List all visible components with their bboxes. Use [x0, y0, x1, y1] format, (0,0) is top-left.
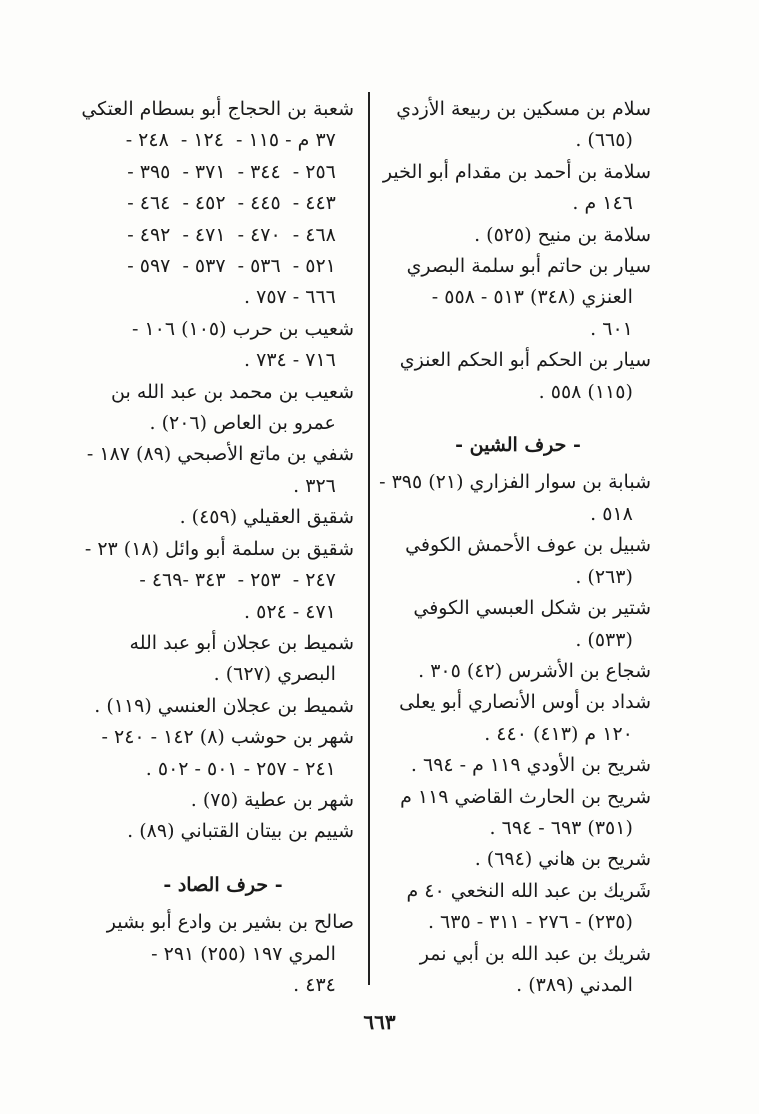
index-line: عمرو بن العاص (٢٠٦) . [149, 412, 354, 435]
index-line: العنزي (٣٤٨) ٥١٣ - ٥٥٨ - [431, 286, 651, 309]
index-line: ٢٤١ - ٢٥٧ - ٥٠١ - ٥٠٢ . [145, 757, 354, 780]
index-line: ٦٦٦ - ٧٥٧ . [244, 286, 354, 309]
column-divider [368, 92, 370, 985]
index-line: شييم بن بيتان القتباني (٨٩) . [127, 820, 354, 843]
index-line: شبيل بن عوف الأحمش الكوفي [405, 534, 651, 557]
index-line: (٥٣٣) . [575, 628, 651, 651]
index-line: ٤٧١ - ٥٢٤ . [244, 600, 354, 623]
index-line: ٤٦٨ - ٤٧٠ - ٤٧١ - ٤٩٢ - [127, 223, 354, 246]
index-line: شقيق بن سلمة أبو وائل (١٨) ٢٣ - [84, 537, 354, 560]
index-line: البصري (٦٢٧) . [213, 663, 354, 686]
section-heading-sheen: - حرف الشين - [455, 434, 581, 457]
index-line: شريح بن الحارث القاضي ١١٩ م [400, 785, 651, 808]
index-line: شريح بن هاني (٦٩٤) . [474, 848, 651, 871]
entry-group-saad [92, 907, 354, 1001]
index-line: المري ١٩٧ (٢٥٥) ٢٩١ - [151, 942, 354, 965]
index-line: سلامة بن أحمد بن مقدام أبو الخير [382, 160, 651, 183]
index-line: شميط بن عجلان أبو عبد الله [129, 631, 354, 654]
index-line: شميط بن عجلان العنسي (١١٩) . [94, 694, 354, 717]
index-line: (٢٣٥) - ٢٧٦ - ٣١١ - ٦٣٥ . [427, 911, 651, 934]
index-line: (٢٦٣) . [575, 565, 651, 588]
index-line: شعبة بن الحجاج أبو بسطام العتكي [81, 98, 354, 120]
index-line: سلامة بن منيح (٥٢٥) . [474, 223, 651, 246]
index-line: ٤٤٣ - ٤٤٥ - ٤٥٢ - ٤٦٤ - [127, 192, 354, 215]
index-line: ١٤٦ م . [572, 192, 651, 215]
index-line: شريح بن الأودي ١١٩ م - ٦٩٤ . [410, 754, 651, 777]
index-line: سيار بن حاتم أبو سلمة البصري [406, 255, 651, 278]
index-line: شقيق العقيلي (٤٥٩) . [179, 506, 354, 529]
index-line: شفي بن ماتع الأصبحي (٨٩) ١٨٧ - [86, 443, 354, 466]
index-line: ٣٢٦ . [293, 474, 354, 497]
index-line: ٤٣٤ . [293, 973, 354, 996]
index-line: ٧١٦ - ٧٣٤ . [244, 349, 354, 372]
index-line: المدني (٣٨٩) . [516, 973, 651, 996]
index-line: ٢٤٧ - ٢٥٣ - ٣٤٣ -٤٦٩ - [139, 569, 354, 592]
index-column-left [81, 94, 354, 1001]
index-column-right [379, 94, 651, 1001]
section-gap [92, 848, 354, 870]
entry-group-seen [382, 94, 651, 408]
index-line: (١١٥) ٥٥٨ . [538, 380, 651, 403]
index-line: شريك بن عبد الله بن أبي نمر [419, 942, 651, 965]
entry-group-sheen-continued [81, 94, 354, 848]
index-line: شهر بن حوشب (٨) ١٤٢ - ٢٤٠ - [101, 726, 354, 749]
entry-group-sheen [379, 467, 651, 1001]
page-number: ٦٦٣ [363, 1010, 396, 1034]
index-line: شجاع بن الأشرس (٤٢) ٣٠٥ . [418, 659, 651, 682]
index-line: شبابة بن سوار الفزاري (٢١) ٣٩٥ - [379, 471, 651, 494]
index-line: صالح بن بشير بن وادع أبو بشير [106, 911, 354, 934]
index-line: (٦٦٥) . [575, 129, 651, 152]
index-line: (٣٥١) ٦٩٣ - ٦٩٤ . [489, 816, 651, 839]
index-line: ٣٧ م - ١١٥ - ١٢٤ - ٢٤٨ - [125, 129, 354, 152]
index-line: شداد بن أوس الأنصاري أبو يعلى [399, 691, 651, 714]
index-line: سيار بن الحكم أبو الحكم العنزي [399, 349, 651, 372]
index-line: ٦٠١ . [590, 317, 651, 340]
index-line: ٢٥٦ - ٣٤٤ - ٣٧١ - ٣٩٥ - [127, 160, 354, 183]
index-line: شعيب بن محمد بن عبد الله بن [111, 380, 354, 403]
index-line: شعيب بن حرب (١٠٥) ١٠٦ - [131, 317, 354, 340]
index-line: ١٢٠ م (٤١٣) ٤٤٠ . [484, 722, 651, 745]
index-line: ٥٢١ - ٥٣٦ - ٥٣٧ - ٥٩٧ - [127, 255, 354, 278]
index-line: شهر بن عطية (٧٥) . [190, 788, 354, 811]
index-line: شَريك بن عبد الله النخعي ٤٠ م [406, 879, 651, 902]
section-gap [385, 408, 651, 430]
section-heading-saad: - حرف الصاد - [163, 873, 283, 896]
index-line: شتير بن شكل العبسي الكوفي [413, 597, 651, 620]
index-line: ٥١٨ . [590, 502, 651, 525]
index-line: سلام بن مسكين بن ربيعة الأزدي [396, 98, 651, 120]
